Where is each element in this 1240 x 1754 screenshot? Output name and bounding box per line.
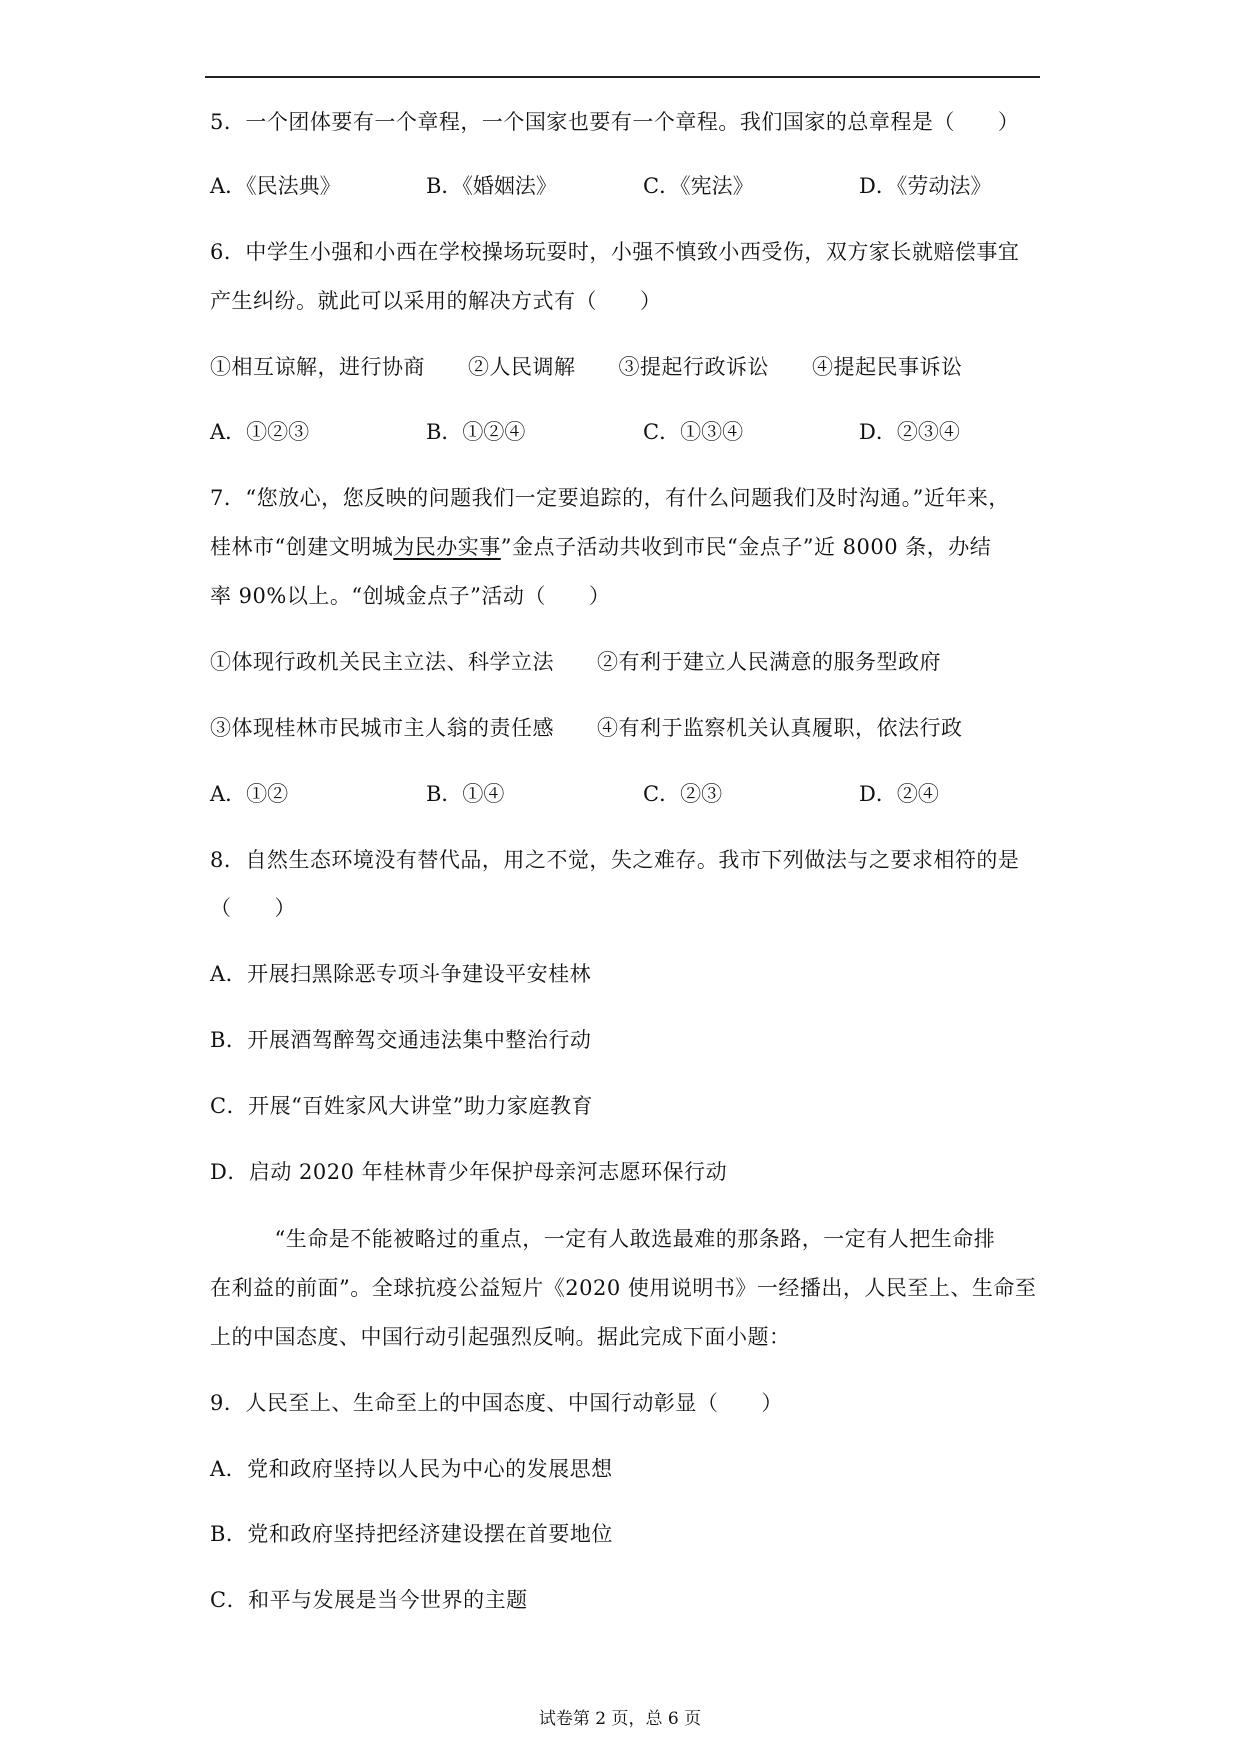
question-7-items-line2: ③体现桂林市民城市主人翁的责任感 ④有利于监察机关认真履职，依法行政 <box>210 716 963 740</box>
q7-option-b: B．①④ <box>426 782 505 806</box>
question-9-stem: 9．人民至上、生命至上的中国态度、中国行动彰显（ ） <box>210 1391 783 1415</box>
q5-option-b: B．《婚姻法》 <box>426 174 557 198</box>
q5-option-c: C．《宪法》 <box>643 174 754 198</box>
q9-option-c: C．和平与发展是当今世界的主题 <box>210 1588 528 1612</box>
question-6-stem-line1: 6．中学生小强和小西在学校操场玩耍时，小强不慎致小西受伤，双方家长就赔偿事宜 <box>210 240 1020 264</box>
question-7-stem-line2 <box>210 533 991 561</box>
q6-option-d: D．②③④ <box>859 420 960 444</box>
question-8-stem-line1: 8．自然生态环境没有替代品，用之不觉，失之难存。我市下列做法与之要求相符的是 <box>210 848 1020 872</box>
q5-option-a: A．《民法典》 <box>210 174 341 198</box>
question-8-stem-line2: （ ） <box>210 896 296 920</box>
q7-option-a: A．①② <box>210 782 289 806</box>
question-7-items-line1: ①体现行政机关民主立法、科学立法 ②有利于建立人民满意的服务型政府 <box>210 650 941 674</box>
q8-option-b: B．开展酒驾醉驾交通违法集中整治行动 <box>210 1028 592 1052</box>
question-6-stem-line2: 产生纠纷。就此可以采用的解决方式有（ ） <box>210 289 662 313</box>
q7-option-c: C．②③ <box>643 782 723 806</box>
question-7-stem-line1: 7．“您放心，您反映的问题我们一定要追踪的，有什么问题我们及时沟通。”近年来， <box>210 486 1010 510</box>
q7-option-d: D．②④ <box>859 782 939 806</box>
q6-option-b: B．①②④ <box>426 420 526 444</box>
q9-option-b: B．党和政府坚持把经济建设摆在首要地位 <box>210 1522 613 1546</box>
stem-text: 桂林市“创建文明城 <box>210 535 394 559</box>
question-7-stem-line3: 率 90%以上。“创城金点子”活动（ ） <box>210 584 611 608</box>
material-line2: 在利益的前面”。全球抗疫公益短片《2020 使用说明书》一经播出，人民至上、生命至 <box>210 1276 1037 1300</box>
q6-option-a: A．①②③ <box>210 420 310 444</box>
q8-option-c: C．开展“百姓家风大讲堂”助力家庭教育 <box>210 1094 594 1118</box>
underlined-text: 为民办实事 <box>393 535 501 559</box>
q8-option-d: D．启动 2020 年桂林青少年保护母亲河志愿环保行动 <box>210 1160 728 1184</box>
stem-text: ”金点子活动共收到市民“金点子”近 8000 条，办结 <box>500 535 992 559</box>
material-line1: “生命是不能被略过的重点，一定有人敢选最难的那条路，一定有人把生命排 <box>210 1227 996 1251</box>
q8-option-a: A．开展扫黑除恶专项斗争建设平安桂林 <box>210 962 592 986</box>
material-line3: 上的中国态度、中国行动引起强烈反响。据此完成下面小题： <box>210 1325 791 1349</box>
question-5-stem: 5．一个团体要有一个章程，一个国家也要有一个章程。我们国家的总章程是（ ） <box>210 110 1020 134</box>
q9-option-a: A．党和政府坚持以人民为中心的发展思想 <box>210 1457 613 1481</box>
question-6-items: ①相互谅解，进行协商 ②人民调解 ③提起行政诉讼 ④提起民事诉讼 <box>210 355 963 379</box>
header-rule <box>205 76 1040 78</box>
page-footer: 试卷第 2 页，总 6 页 <box>538 1709 702 1729</box>
q6-option-c: C．①③④ <box>643 420 744 444</box>
q5-option-d: D．《劳动法》 <box>859 174 992 198</box>
